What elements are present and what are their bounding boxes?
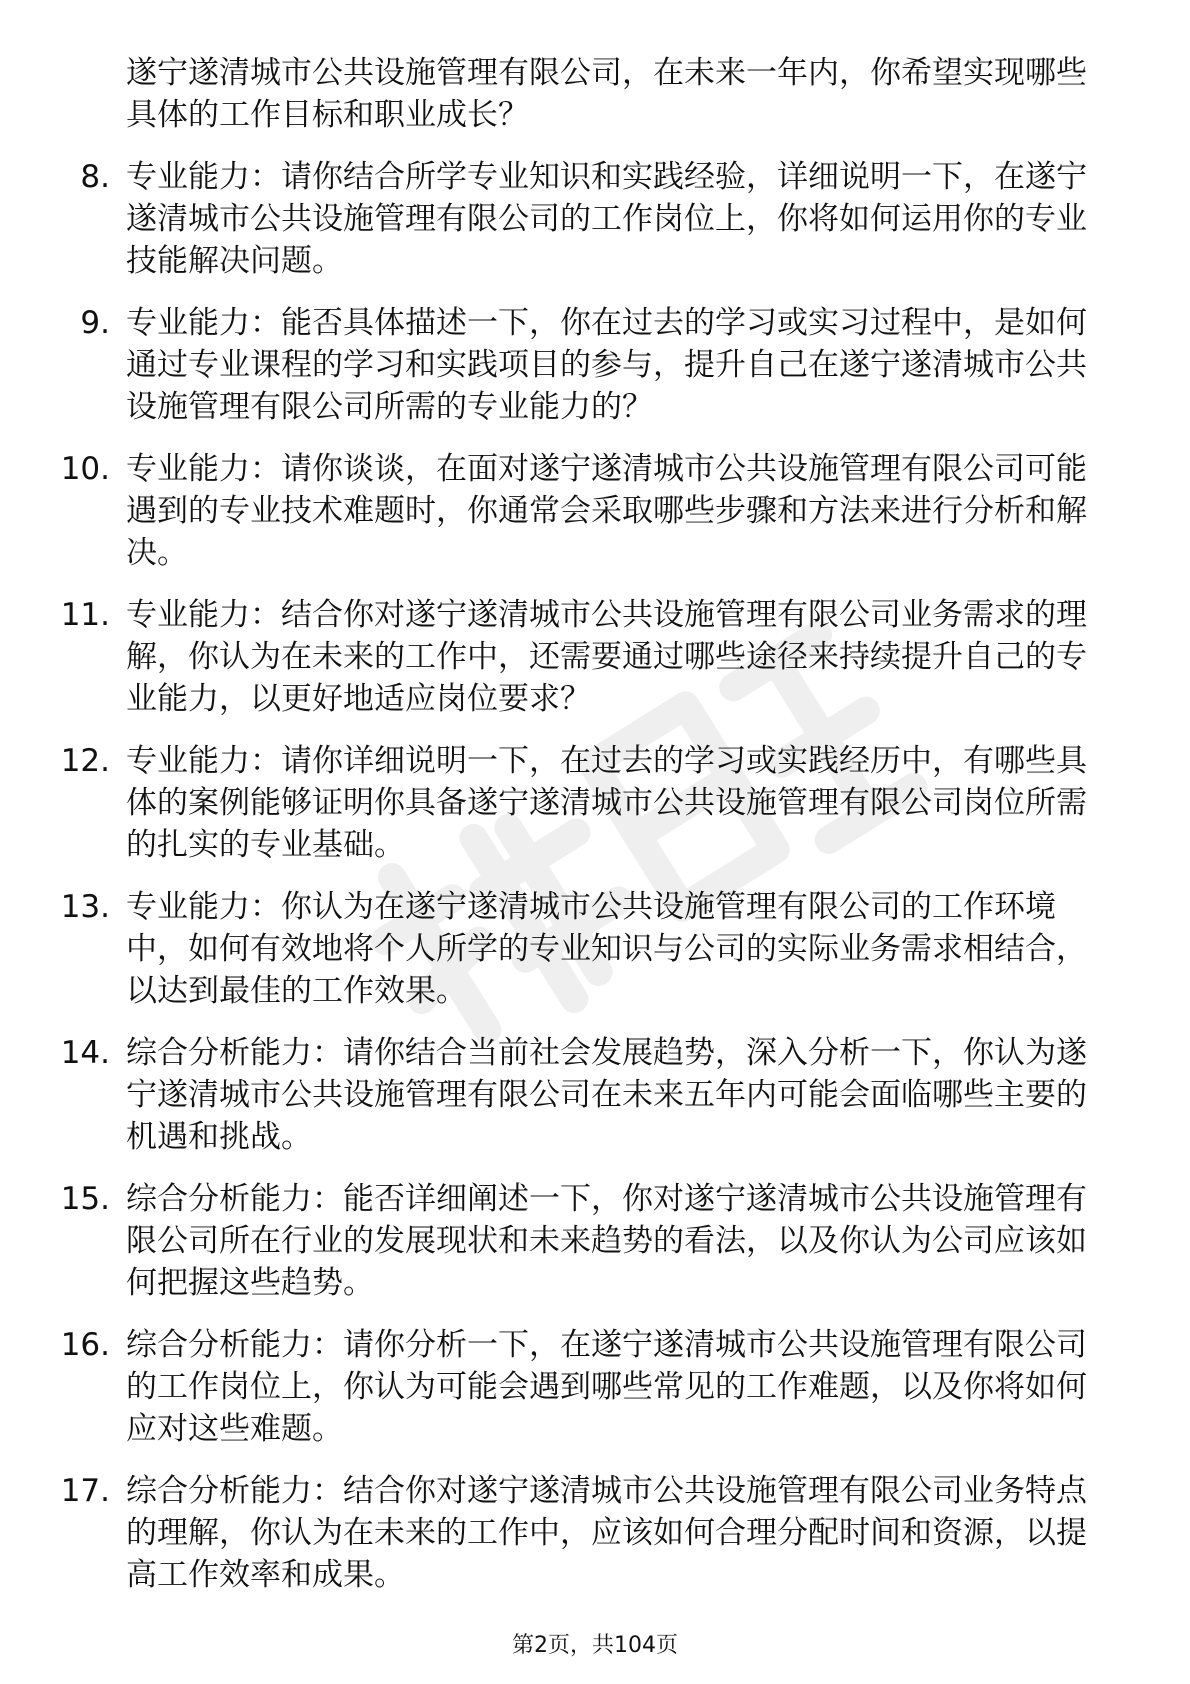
question-number: 15.	[60, 1181, 110, 1217]
question-number: 14.	[60, 1035, 110, 1071]
question-number: 10.	[60, 451, 110, 487]
question-content	[54, 52, 1114, 1616]
list-item	[54, 1032, 1114, 1158]
question-text: 专业能力：你认为在遂宁遂清城市公共设施管理有限公司的工作环境中，如何有效地将个人所学的专业知识与公司的实际业务需求相结合，以达到最佳的工作效果。	[126, 889, 1087, 1009]
question-number: 12.	[60, 743, 110, 779]
question-text: 专业能力：请你谈谈，在面对遂宁遂清城市公共设施管理有限公司可能遇到的专业技术难题时，你通常会采取哪些步骤和方法来进行分析和解决。	[126, 451, 1087, 571]
question-number: 13.	[60, 889, 110, 925]
question-list	[54, 156, 1114, 1596]
question-text: 综合分析能力：请你分析一下，在遂宁遂清城市公共设施管理有限公司的工作岗位上，你认为可能会遇到哪些常见的工作难题，以及你将如何应对这些难题。	[126, 1327, 1087, 1447]
question-number: 9.	[80, 305, 110, 341]
list-item	[54, 1470, 1114, 1596]
question-text: 综合分析能力：请你结合当前社会发展趋势，深入分析一下，你认为遂宁遂清城市公共设施管理有限公司在未来五年内可能会面临哪些主要的机遇和挑战。	[126, 1035, 1087, 1155]
list-item	[54, 448, 1114, 574]
question-number: 11.	[60, 597, 110, 633]
list-item	[54, 302, 1114, 428]
question-text: 专业能力：能否具体描述一下，你在过去的学习或实习过程中，是如何通过专业课程的学习和实践项目的参与，提升自己在遂宁遂清城市公共设施管理有限公司所需的专业能力的？	[126, 305, 1087, 425]
continuation-paragraph: 遂宁遂清城市公共设施管理有限公司，在未来一年内，你希望实现哪些具体的工作目标和职业成长？	[126, 55, 1087, 133]
list-item	[54, 594, 1114, 720]
question-text: 专业能力：结合你对遂宁遂清城市公共设施管理有限公司业务需求的理解，你认为在未来的工作中，还需要通过哪些途径来持续提升自己的专业能力，以更好地适应岗位要求？	[126, 597, 1087, 717]
question-number: 17.	[60, 1473, 110, 1509]
list-item	[54, 1178, 1114, 1304]
question-text: 综合分析能力：结合你对遂宁遂清城市公共设施管理有限公司业务特点的理解，你认为在未来的工作中，应该如何合理分配时间和资源，以提高工作效率和成果。	[126, 1473, 1087, 1593]
question-number: 8.	[80, 159, 110, 195]
page-footer	[0, 1628, 1190, 1659]
list-item	[54, 1324, 1114, 1450]
question-text: 专业能力：请你结合所学专业知识和实践经验，详细说明一下，在遂宁遂清城市公共设施管理有限公司的工作岗位上，你将如何运用你的专业技能解决问题。	[126, 159, 1087, 279]
list-item	[54, 886, 1114, 1012]
page-number-label: 第2页，共104页	[512, 1633, 678, 1658]
question-number: 16.	[60, 1327, 110, 1363]
question-text: 专业能力：请你详细说明一下，在过去的学习或实践经历中，有哪些具体的案例能够证明你具备遂宁遂清城市公共设施管理有限公司岗位所需的扎实的专业基础。	[126, 743, 1087, 863]
list-item	[54, 740, 1114, 866]
list-item	[54, 156, 1114, 282]
question-text: 综合分析能力：能否详细阐述一下，你对遂宁遂清城市公共设施管理有限公司所在行业的发展现状和未来趋势的看法，以及你认为公司应该如何把握这些趋势。	[126, 1181, 1087, 1301]
